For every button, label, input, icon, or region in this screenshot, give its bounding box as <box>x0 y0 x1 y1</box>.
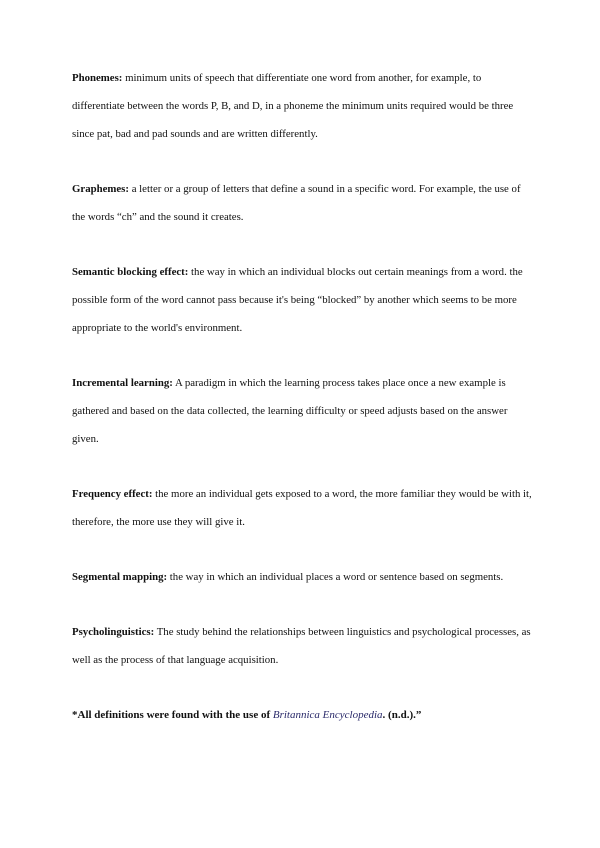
term-psycholinguistics: Psycholinguistics: <box>72 626 155 638</box>
definition-incremental-learning <box>72 369 532 453</box>
term-graphemes: Graphemes: <box>72 183 129 195</box>
definition-text: minimum units of speech that differentiate one word from another, for example, to differentiate between the words P, B, and D, in a phoneme the minimum units required would be three since pat, bad and pad sounds and are written differently. <box>72 72 514 140</box>
definition-text: the more an individual gets exposed to a word, the more familiar they would be with it, therefore, the more use they will give it. <box>72 488 532 528</box>
definition-graphemes <box>72 175 532 231</box>
definition-semantic-blocking-effect <box>72 258 532 342</box>
term-segmental-mapping: Segmental mapping: <box>72 571 168 583</box>
definition-frequency-effect <box>72 480 532 536</box>
source-footnote <box>72 701 532 729</box>
document-page <box>72 64 532 740</box>
term-incremental-learning: Incremental learning: <box>72 377 173 389</box>
footnote-prefix: *All definitions were found with the use of <box>72 709 273 721</box>
term-semantic-blocking-effect: Semantic blocking effect: <box>72 266 189 278</box>
definition-psycholinguistics <box>72 618 532 674</box>
term-frequency-effect: Frequency effect: <box>72 488 153 500</box>
definition-text: the way in which an individual blocks out certain meanings from a word. the possible form of the word cannot pass because it's being “blocked” by another which seems to be more appropriate to the world's environment. <box>72 266 523 334</box>
definition-phonemes <box>72 64 532 148</box>
footnote-source: Britannica Encyclopedia <box>272 709 383 721</box>
definition-segmental-mapping <box>72 563 532 591</box>
definition-text: The study behind the relationships between linguistics and psychological processes, as well as the process of that language acquisition. <box>72 626 531 666</box>
definition-text: a letter or a group of letters that define a sound in a specific word. For example, the use of the words “ch” and the sound it creates. <box>72 183 521 223</box>
term-phonemes: Phonemes: <box>72 72 123 84</box>
definition-text: A paradigm in which the learning process takes place once a new example is gathered and based on the data collected, the learning difficulty or speed adjusts based on the answer given. <box>72 377 508 445</box>
definition-text: the way in which an individual places a word or sentence based on segments. <box>169 571 504 583</box>
footnote-suffix: . (n.d.).” <box>382 709 422 721</box>
